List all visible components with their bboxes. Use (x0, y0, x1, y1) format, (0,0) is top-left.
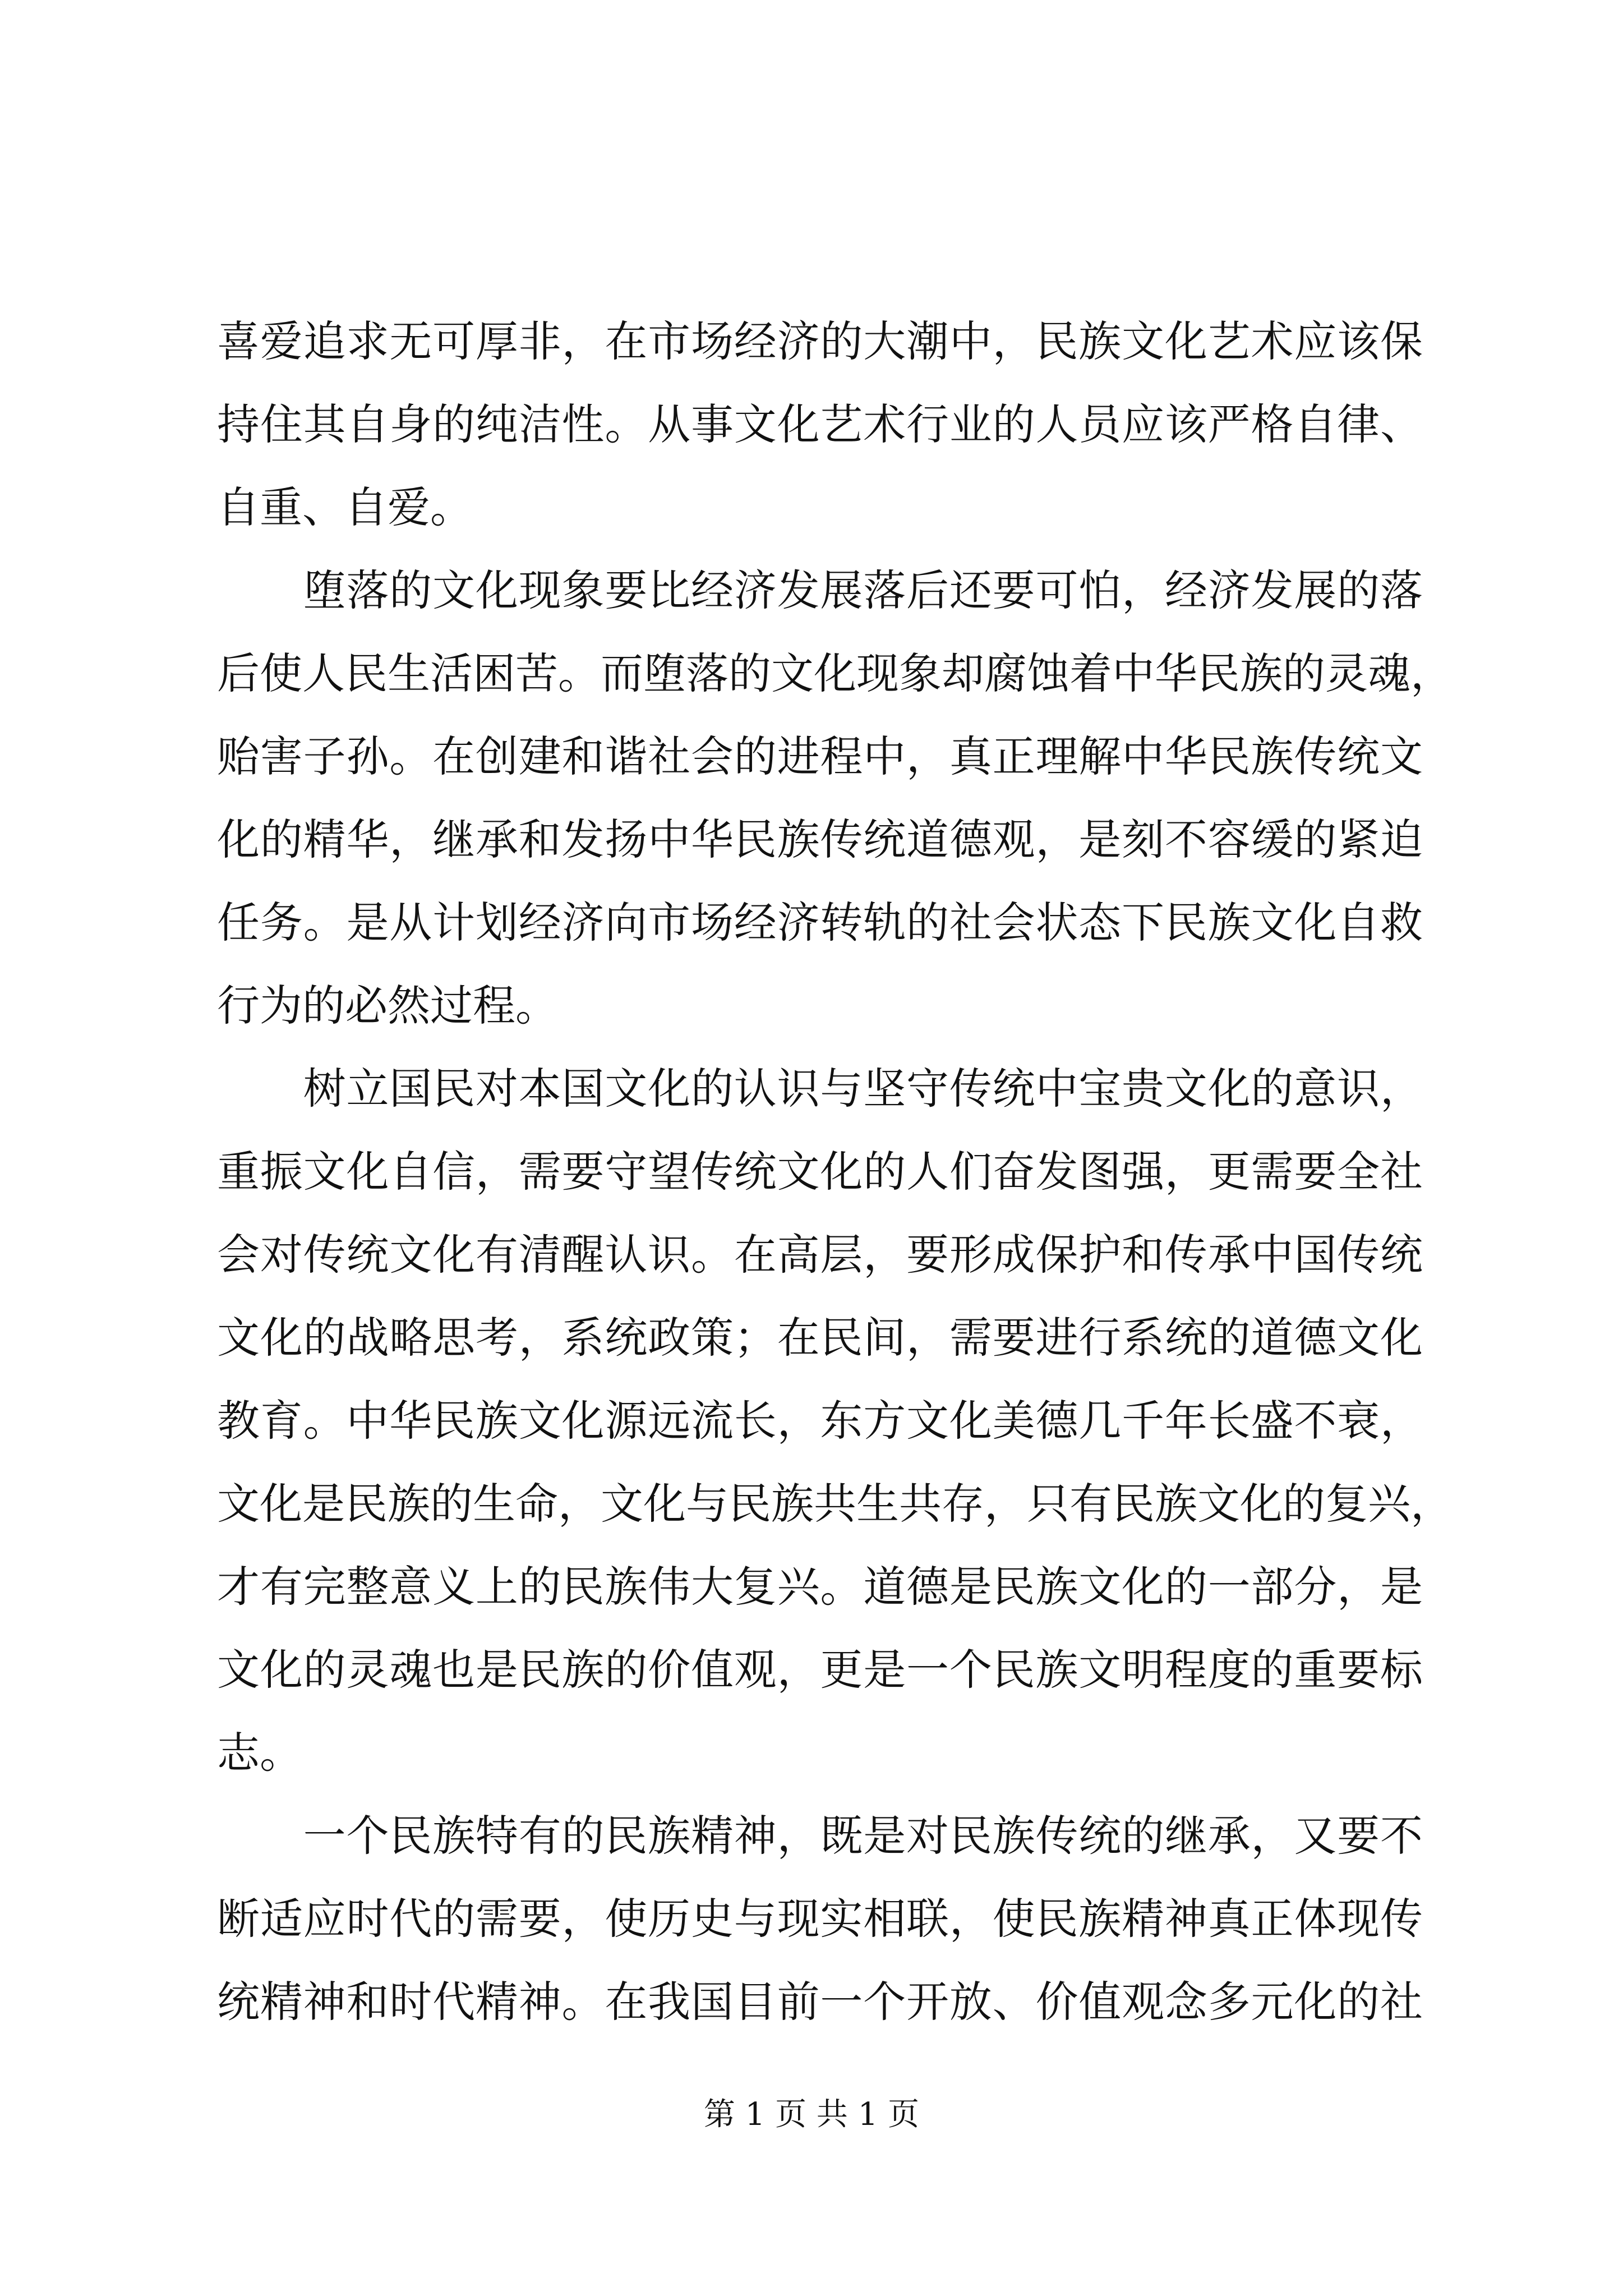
text-line: 树立国民对本国文化的认识与坚守传统中宝贵文化的意识， (217, 1064, 1423, 1114)
text-line: 持住其自身的纯洁性。从事文化艺术行业的人员应该严格自律、 (217, 399, 1423, 449)
page-footer (0, 2092, 1623, 2137)
text-line: 行为的必然过程。 (217, 981, 558, 1030)
text-line: 断适应时代的需要，使历史与现实相联，使民族精神真正体现传 (217, 1894, 1423, 1944)
text-line: 化的精华，继承和发扬中华民族传统道德观，是刻不容缓的紧迫 (217, 815, 1423, 864)
text-line: 任务。是从计划经济向市场经济转轨的社会状态下民族文化自救 (217, 898, 1423, 947)
page-number-label: 第 1 页 共 1 页 (703, 2096, 920, 2133)
text-line: 才有完整意义上的民族伟大复兴。道德是民族文化的一部分，是 (217, 1562, 1423, 1612)
text-line: 文化的战略思考，系统政策；在民间，需要进行系统的道德文化 (217, 1313, 1423, 1363)
text-line: 志。 (217, 1728, 302, 1778)
text-line: 教育。中华民族文化源远流长，东方文化美德几千年长盛不衰， (217, 1396, 1423, 1446)
text-line: 重振文化自信，需要守望传统文化的人们奋发图强，更需要全社 (217, 1147, 1423, 1197)
text-line: 统精神和时代精神。在我国目前一个开放、价值观念多元化的社 (217, 1977, 1423, 2027)
text-line: 堕落的文化现象要比经济发展落后还要可怕，经济发展的落 (217, 565, 1423, 615)
text-line: 一个民族特有的民族精神，既是对民族传统的继承，又要不 (217, 1811, 1423, 1861)
text-line: 贻害子孙。在创建和谐社会的进程中，真正理解中华民族传统文 (217, 731, 1423, 781)
text-line: 喜爱追求无可厚非，在市场经济的大潮中，民族文化艺术应该保 (217, 316, 1423, 366)
text-line: 文化的灵魂也是民族的价值观，更是一个民族文明程度的重要标 (217, 1645, 1423, 1695)
text-line: 会对传统文化有清醒认识。在高层，要形成保护和传承中国传统 (217, 1230, 1423, 1280)
text-line: 自重、自爱。 (217, 482, 473, 532)
document-body (217, 300, 1453, 2044)
text-line: 文化是民族的生命，文化与民族共生共存，只有民族文化的复兴， (217, 1479, 1453, 1529)
text-line: 后使人民生活困苦。而堕落的文化现象却腐蚀着中华民族的灵魂， (217, 648, 1453, 698)
